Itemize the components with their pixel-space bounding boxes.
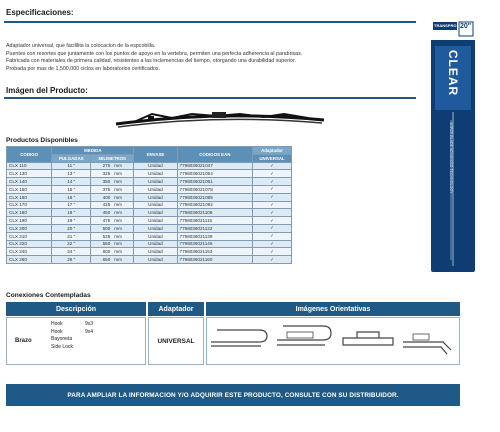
conn-images-cell: [206, 317, 460, 365]
products-header-row: [7, 147, 292, 155]
cell-ean: 7798036021054: [177, 170, 253, 178]
cell-mm-unit: mm: [114, 218, 122, 224]
spec-line: Adaptador universal, que facililita la colocacion de la espcobilla.: [6, 43, 156, 49]
col-header-adaptador: Adaptador: [253, 147, 292, 155]
cell-ean: 7798036021092: [177, 201, 253, 209]
cell-check: ✓: [253, 217, 292, 225]
cell-codigo: CLX 140: [7, 178, 52, 186]
cell-codigo: CLX 260: [7, 256, 52, 264]
conn-adaptador-value: UNIVERSAL: [157, 337, 195, 345]
cell-check: ✓: [253, 256, 292, 264]
conn-type-name: Side Lock: [51, 343, 73, 350]
spec-line: Probada por mas de 1,500,000 ciclos en laboratorios certificados.: [6, 65, 160, 72]
conn-type-size: 9x3: [85, 321, 94, 327]
conn-header-descripcion: Descripción: [6, 302, 146, 316]
cell-mm-unit: mm: [114, 249, 122, 255]
cell-codigo: CLX 200: [7, 224, 52, 232]
col-header-milimetros: MILIMETROS: [91, 154, 134, 162]
cell-mm-value: 550: [102, 241, 111, 247]
conn-header-adaptador: Adaptador: [148, 302, 204, 316]
cell-check: ✓: [253, 209, 292, 217]
cell-milimetros: [91, 217, 134, 225]
cell-envase: Unidad: [134, 256, 177, 264]
col-header-envase: ENVASE: [134, 147, 177, 163]
hook-9x3-icon: [211, 330, 267, 346]
product-row: [7, 185, 292, 193]
cell-milimetros: [91, 170, 134, 178]
product-row: [7, 193, 292, 201]
col-header-universal: UNIVERSAL: [253, 154, 292, 162]
cell-milimetros: [91, 185, 134, 193]
cell-mm-value: 500: [102, 225, 111, 231]
cell-pulgadas: 16 ": [52, 193, 91, 201]
specs-description: [6, 43, 416, 73]
cell-mm-unit: mm: [114, 210, 122, 216]
col-header-ean: CODIGOS EAN: [177, 147, 253, 163]
cell-envase: Unidad: [134, 185, 177, 193]
cell-ean: 7798036021139: [177, 232, 253, 240]
cell-check: ✓: [253, 232, 292, 240]
cell-ean: 7798036021153: [177, 248, 253, 256]
cell-mm-value: 475: [102, 218, 111, 224]
cell-pulgadas: 24 ": [52, 248, 91, 256]
cell-check: ✓: [253, 162, 292, 170]
product-image-title: Imágen del Producto:: [6, 86, 88, 95]
specs-divider: [4, 21, 416, 23]
cell-codigo: CLX 150: [7, 185, 52, 193]
conn-type-item: [51, 344, 131, 352]
cell-check: ✓: [253, 178, 292, 186]
cell-envase: Unidad: [134, 209, 177, 217]
cell-mm-unit: mm: [114, 233, 122, 239]
cell-mm-unit: mm: [114, 163, 122, 169]
cell-milimetros: [91, 240, 134, 248]
cell-envase: Unidad: [134, 240, 177, 248]
product-row: [7, 248, 292, 256]
products-table: [6, 146, 292, 264]
col-header-pulgadas: PULGADAS: [52, 154, 91, 162]
cell-ean: 7798036021108: [177, 209, 253, 217]
cell-mm-value: 375: [102, 186, 111, 192]
cell-check: ✓: [253, 201, 292, 209]
cell-pulgadas: 19 ": [52, 217, 91, 225]
product-row: [7, 224, 292, 232]
cell-codigo: CLX 130: [7, 170, 52, 178]
cell-mm-unit: mm: [114, 241, 122, 247]
product-row: [7, 162, 292, 170]
cell-mm-value: 275: [102, 163, 111, 169]
cell-mm-value: 350: [102, 179, 111, 185]
cell-milimetros: [91, 162, 134, 170]
product-row: [7, 201, 292, 209]
specs-title: Especificaciones:: [6, 8, 74, 17]
distributor-banner: PARA AMPLIAR LA INFORMACION Y/O ADQUIRIR ESTE PRODUCTO, CONSULTE CON SU DISTRIBUIDOR.: [6, 384, 460, 406]
package-brand: TRANSPRO: [434, 23, 457, 28]
cell-milimetros: [91, 256, 134, 264]
cell-check: ✓: [253, 248, 292, 256]
product-row: [7, 170, 292, 178]
cell-envase: Unidad: [134, 224, 177, 232]
cell-codigo: CLX 220: [7, 240, 52, 248]
cell-pulgadas: 17 ": [52, 201, 91, 209]
cell-mm-value: 325: [102, 171, 111, 177]
spec-line: Puentes con resortes que juntamente con los puntos de apoyo en la vertebra, permiten una perfecta adherencia al parabrisas.: [6, 50, 303, 57]
connector-diagrams: [207, 318, 459, 364]
cell-codigo: CLX 210: [7, 232, 52, 240]
hook-9x4-icon: [277, 326, 331, 345]
cell-milimetros: [91, 201, 134, 209]
conn-header-imagenes: Imágenes Orientativas: [206, 302, 460, 316]
cell-envase: Unidad: [134, 217, 177, 225]
conn-adaptador-cell: [148, 317, 204, 365]
cell-mm-unit: mm: [114, 186, 122, 192]
cell-envase: Unidad: [134, 232, 177, 240]
cell-ean: 7798036021115: [177, 217, 253, 225]
cell-milimetros: [91, 193, 134, 201]
cell-milimetros: [91, 209, 134, 217]
cell-mm-unit: mm: [114, 171, 122, 177]
cell-ean: 7798036021122: [177, 224, 253, 232]
cell-mm-unit: mm: [114, 202, 122, 208]
product-row: [7, 209, 292, 217]
cell-mm-value: 600: [102, 249, 111, 255]
cell-milimetros: [91, 178, 134, 186]
cell-ean: 7798036021160: [177, 256, 253, 264]
product-package: [427, 20, 479, 272]
cell-mm-unit: mm: [114, 257, 122, 263]
cell-mm-value: 400: [102, 194, 111, 200]
cell-check: ✓: [253, 185, 292, 193]
cell-pulgadas: 13 ": [52, 170, 91, 178]
conn-type-name: Hook: [51, 321, 63, 327]
conn-type-name: Hook: [51, 328, 63, 335]
cell-ean: 7798036021047: [177, 162, 253, 170]
conn-type-item: [51, 321, 131, 329]
product-row: [7, 256, 292, 264]
cell-pulgadas: 15 ": [52, 185, 91, 193]
cell-codigo: CLX 160: [7, 193, 52, 201]
cell-check: ✓: [253, 240, 292, 248]
spec-line: Fabricada con materiales de primera calidad, resistentes a las inclemencias del tiempo, otorgando una durabilidad superior.: [6, 58, 297, 65]
cell-mm-unit: mm: [114, 179, 122, 185]
cell-codigo: CLX 240: [7, 248, 52, 256]
connections-title: Conexiones Contempladas: [6, 292, 91, 299]
cell-ean: 7798036021078: [177, 185, 253, 193]
bayoneta-icon: [343, 332, 393, 345]
cell-mm-value: 650: [102, 257, 111, 263]
cell-pulgadas: 22 ": [52, 240, 91, 248]
cell-check: ✓: [253, 224, 292, 232]
cell-ean: 7798036021085: [177, 193, 253, 201]
package-size: 20": [460, 23, 472, 30]
conn-type-name: Bayoneta: [51, 336, 73, 343]
product-row: [7, 232, 292, 240]
conn-type-item: [51, 329, 131, 337]
cell-envase: Unidad: [134, 178, 177, 186]
cell-envase: Unidad: [134, 248, 177, 256]
cell-envase: Unidad: [134, 201, 177, 209]
conn-types-list: [51, 321, 131, 351]
conn-type-item: [51, 336, 131, 344]
cell-pulgadas: 14 ": [52, 178, 91, 186]
product-row: [7, 178, 292, 186]
cell-codigo: CLX 190: [7, 217, 52, 225]
product-image-divider: [4, 97, 416, 99]
cell-pulgadas: 18 ": [52, 209, 91, 217]
product-row: [7, 217, 292, 225]
cell-pulgadas: 20 ": [52, 224, 91, 232]
products-title: Productos Disponibles: [6, 137, 78, 144]
cell-mm-value: 450: [102, 210, 111, 216]
package-tagline: WIPER BLADE ADVANCED TECHNOLOGY: [449, 122, 453, 194]
cell-milimetros: [91, 224, 134, 232]
package-name: CLEAR: [446, 49, 460, 97]
product-row: [7, 240, 292, 248]
cell-mm-value: 525: [102, 233, 111, 239]
cell-milimetros: [91, 248, 134, 256]
col-header-medida: MEDIDA: [52, 147, 134, 155]
cell-ean: 7798036021061: [177, 178, 253, 186]
cell-envase: Unidad: [134, 193, 177, 201]
col-header-codigo: CODIGO: [7, 147, 52, 163]
cell-check: ✓: [253, 193, 292, 201]
cell-envase: Unidad: [134, 170, 177, 178]
conn-type-size: 9x4: [85, 328, 94, 335]
cell-codigo: CLX 170: [7, 201, 52, 209]
cell-mm-unit: mm: [114, 194, 122, 200]
cell-codigo: CLX 110: [7, 162, 52, 170]
conn-descripcion-cell: [6, 317, 146, 365]
wiper-blade-image: [112, 108, 328, 134]
cell-pulgadas: 11 ": [52, 162, 91, 170]
cell-pulgadas: 26 ": [52, 256, 91, 264]
cell-mm-unit: mm: [114, 225, 122, 231]
cell-pulgadas: 21 ": [52, 232, 91, 240]
cell-check: ✓: [253, 170, 292, 178]
cell-envase: Unidad: [134, 162, 177, 170]
cell-mm-value: 425: [102, 202, 111, 208]
side-lock-icon: [403, 334, 451, 354]
conn-brazo-label: Brazo: [15, 338, 32, 344]
cell-ean: 7798036021146: [177, 240, 253, 248]
cell-codigo: CLX 180: [7, 209, 52, 217]
cell-milimetros: [91, 232, 134, 240]
